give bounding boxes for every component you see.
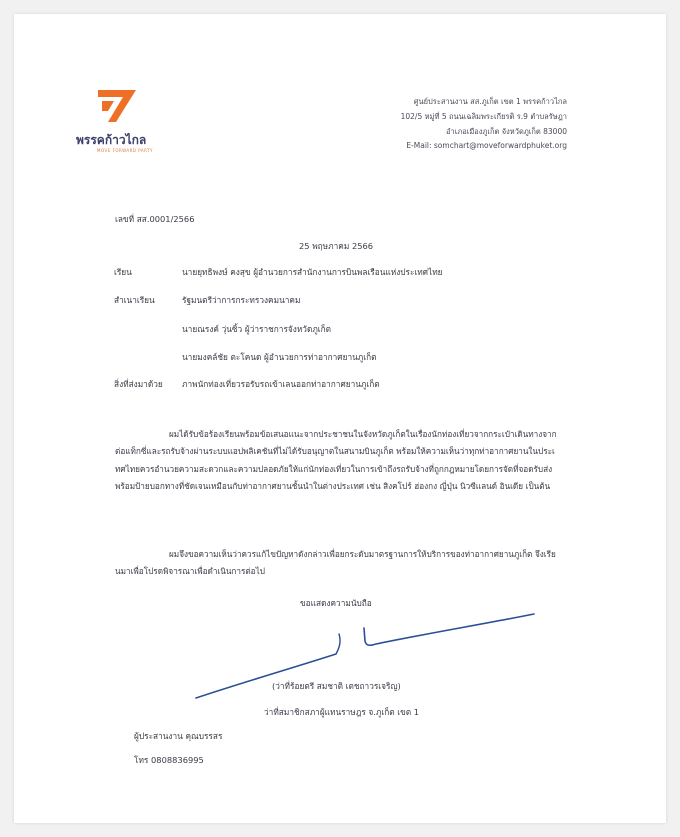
handwritten-signature bbox=[14, 14, 666, 823]
attachment-description: ภาพนักท่องเที่ยวรอรับรถเข้าเลนออกท่าอากาศยานภูเก็ต bbox=[182, 379, 380, 389]
contact-phone: โทร 0808836995 bbox=[134, 755, 204, 765]
cc-recipient-1: รัฐมนตรีว่าการกระทรวงคมนาคม bbox=[182, 295, 301, 305]
coordinator-name: ผู้ประสานงาน คุณบรรสร bbox=[134, 731, 223, 741]
address-line-1: ศูนย์ประสานงาน สส.ภูเก็ต เขต 1 พรรคก้าวไกล bbox=[413, 97, 567, 106]
address-line-2: 102/5 หมู่ที่ 5 ถนนเฉลิมพระเกียรติ ร.9 ตำบลรัษฎา bbox=[400, 112, 567, 121]
attachment-label: สิ่งที่ส่งมาด้วย bbox=[114, 379, 163, 389]
to-label: เรียน bbox=[114, 267, 132, 277]
address-line-3: อำเภอเมืองภูเก็ต จังหวัดภูเก็ต 83000 bbox=[446, 127, 567, 136]
body-paragraph-1: ผมได้รับข้อร้องเรียนพร้อมข้อเสนอแนะจากประชาชนในจังหวัดภูเก็ตในเรื่องนักท่องเที่ยวจากกระเป๋าเดินทางจากต่อแท็กซี่และรถรับจ้างผ่านระบบแอปพลิเคชันที่ไม่ได้รับอนุญาตในสนามบินภูเก็ต พร้อมให้ความเห็นว่าทุกท่าอากาศยานในประเทศไทยควรอำนวยความสะดวกและความปลอดภัยให้แก่นักท่องเที่ยวในการเข้าถึงรถรับจ้างที่ถูกกฎหมายโดยการจัดที่จอดรับส่งพร้อมป้ายบอกทางที่ชัดเจนเหมือนกับท่าอากาศยานชั้นนำในต่างประเทศ เช่น สิงคโปร์ ฮ่องกง ญี่ปุ่น นิวซีแลนด์ อินเดีย เป็นต้น bbox=[115, 429, 557, 492]
email-address: E-Mail: somchart@moveforwardphuket.org bbox=[406, 141, 567, 150]
letter-page bbox=[14, 14, 666, 823]
letter-date: 25 พฤษภาคม 2566 bbox=[299, 241, 374, 251]
party-name-english: MOVE FORWARD PARTY bbox=[97, 148, 154, 153]
cc-recipient-3: นายมงคล์ชัย ตะโคนด ผู้อำนวยการท่าอากาศยานภูเก็ต bbox=[182, 352, 377, 362]
to-recipient: นายยุทธิพงษ์ คงสุข ผู้อำนวยการสำนักงานการบินพลเรือนแห่งประเทศไทย bbox=[182, 267, 443, 277]
signer-title: ว่าที่สมาชิกสภาผู้แทนราษฎร จ.ภูเก็ต เขต 1 bbox=[264, 707, 420, 717]
cc-label: สำเนาเรียน bbox=[114, 295, 155, 305]
body-paragraph-2: ผมจึงขอความเห็นว่าควรแก้ไขปัญหาดังกล่าวเพื่อยกระดับมาตรฐานการให้บริการของท่าอากาศยานภูเก็ต จึงเรียนมาเพื่อโปรดพิจารณาเพื่อดำเนินการต่อไป bbox=[115, 549, 556, 577]
closing-phrase: ขอแสดงความนับถือ bbox=[300, 598, 372, 608]
signer-name: (ว่าที่ร้อยตรี สมชาติ เตชถาวรเจริญ) bbox=[272, 681, 401, 691]
reference-number: เลขที่ สส.0001/2566 bbox=[115, 214, 195, 224]
party-name: พรรคก้าวไกล bbox=[76, 133, 147, 147]
cc-recipient-2: นายณรงค์ วุ่นซิ้ว ผู้ว่าราชการจังหวัดภูเก็ต bbox=[182, 324, 332, 334]
